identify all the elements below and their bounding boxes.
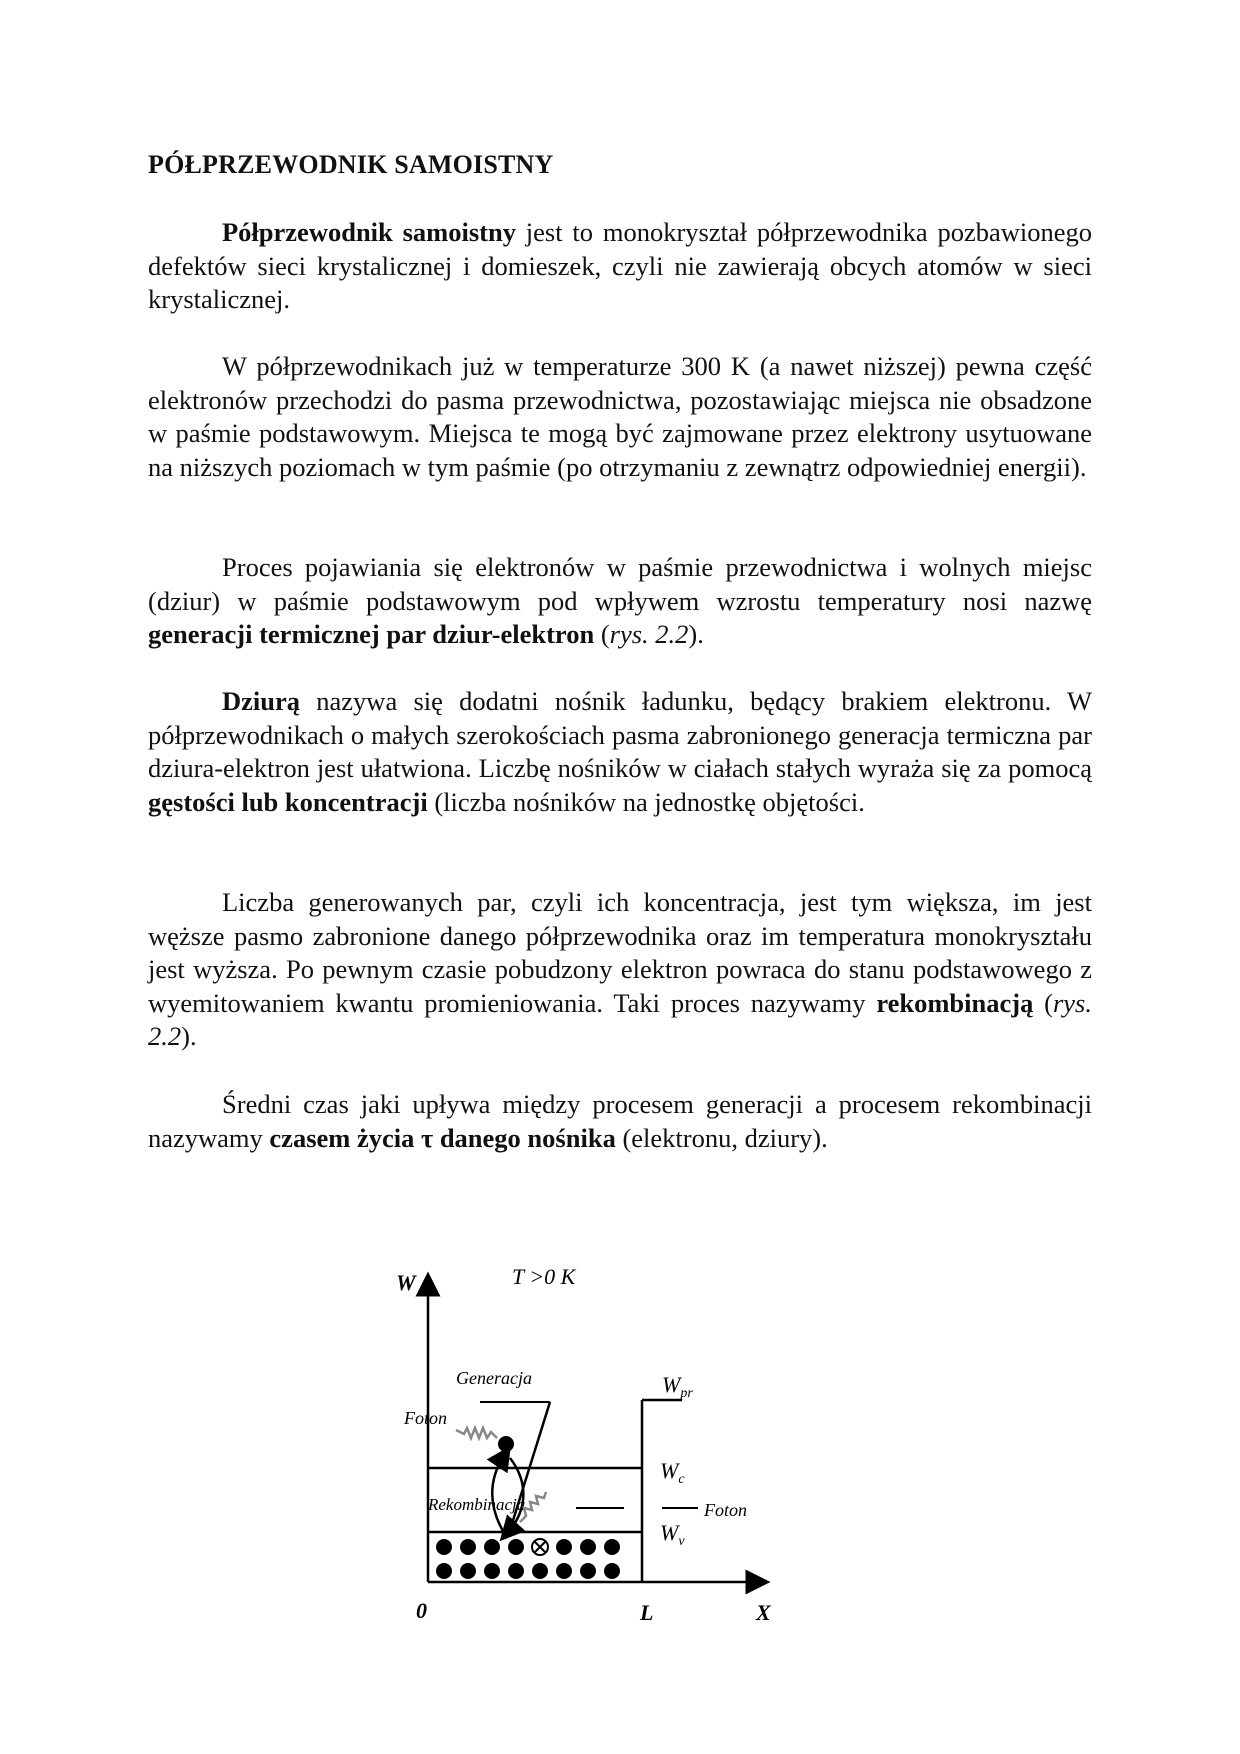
paragraph-definition	[148, 216, 1092, 317]
paragraph-text: W półprzewodnikach już w temperaturze 300 K (a nawet niższej) pewna część elektronów przechodzi do pasma przewodnictwa, pozostawiając miejsca nie obsadzone w paśmie podstawowym. Miejsca te mogą być zajmowane przez elektrony usytuowane na niższych poziomach w tym paśmie (po otrzymaniu z zewnątrz odpowiedniej energii).	[148, 351, 1092, 482]
photon-left-label: Foton	[404, 1408, 447, 1428]
paragraph-text: nazywa się dodatni nośnik ładunku, będący brakiem elektronu. W półprzewodnikach o małych szerokościach pasma zabronionego generacja termiczna par dziura-elektron jest ułatwiona. Liczbę nośników w ciałach stałych wyraża się za pomocą	[148, 686, 1092, 783]
paragraph-text: ).	[688, 619, 704, 649]
paragraph-text: (	[1033, 987, 1053, 1018]
term-bold: Dziurą	[222, 686, 301, 716]
valence-electrons	[436, 1539, 620, 1579]
origin-label: 0	[416, 1598, 427, 1623]
recombination-label: Rekombinacja	[428, 1495, 526, 1514]
term-bold: Półprzewodnik samoistny	[222, 217, 516, 247]
paragraph-hole	[148, 685, 1092, 819]
photon-right-label: Foton	[704, 1500, 747, 1520]
paragraph-text: (	[594, 619, 610, 649]
wpr-label: $W_{pr}$	[662, 1372, 693, 1401]
temperature-label: T >0 K	[512, 1264, 576, 1289]
paragraph-text: Średni czas jaki upływa między procesem generacji a procesem rekombinacji nazywamy	[148, 1089, 1092, 1153]
axis-x-label: X	[756, 1600, 771, 1625]
paragraph-recombination	[148, 886, 1092, 1054]
term-bold: rekombinacją	[876, 987, 1034, 1018]
wc-label: $W_c$	[660, 1458, 685, 1487]
term-bold: czasem życia τ danego nośnika	[269, 1122, 616, 1153]
paragraph-text: (liczba nośników na jednostkę objętości.	[427, 786, 865, 817]
paragraph-generation	[148, 551, 1092, 652]
figure-reference: rys. 2.2	[609, 619, 689, 649]
paragraph-text: Proces pojawiania się elektronów w paśmie przewodnictwa i wolnych miejsc (dziur) w paśmie podstawowym pod wpływem wzrostu temperatury nosi nazwę	[148, 552, 1092, 616]
generation-label: Generacja	[456, 1368, 532, 1388]
term-bold: generacji termicznej par dziur-elektron	[148, 619, 595, 649]
page-title: PÓŁPRZEWODNIK SAMOISTNY	[148, 150, 554, 179]
paragraph-lifetime	[148, 1088, 1092, 1155]
excited-electron	[498, 1436, 514, 1452]
photon-left-wave	[456, 1428, 497, 1438]
length-label: L	[640, 1600, 654, 1625]
axis-y-label: W	[396, 1270, 416, 1295]
wv-label: $W_v$	[660, 1520, 685, 1549]
band-diagram	[380, 1260, 800, 1640]
term-bold: gęstości lub koncentracji	[148, 786, 428, 817]
figure-reference: rys. 2.2	[148, 987, 1092, 1051]
paragraph-text: jest to monokryształ półprzewodnika pozbawionego defektów sieci krystalicznej i domieszek, czyli nie zawierają obcych atomów w sieci krystalicznej.	[148, 217, 1092, 314]
paragraph-text: Liczba generowanych par, czyli ich koncentracja, jest tym większa, im jest węższe pasmo zabronione danego półprzewodnika oraz im temperatura monokryształu jest wyższa. Po pewnym czasie pobudzony elektron powraca do stanu podstawowego z wyemitowaniem kwantu promieniowania. Taki proces nazywamy	[148, 887, 1092, 1018]
paragraph-text: ).	[181, 1021, 197, 1051]
hole-symbol	[532, 1539, 548, 1555]
paragraph-text: (elektronu, dziury).	[615, 1122, 828, 1153]
